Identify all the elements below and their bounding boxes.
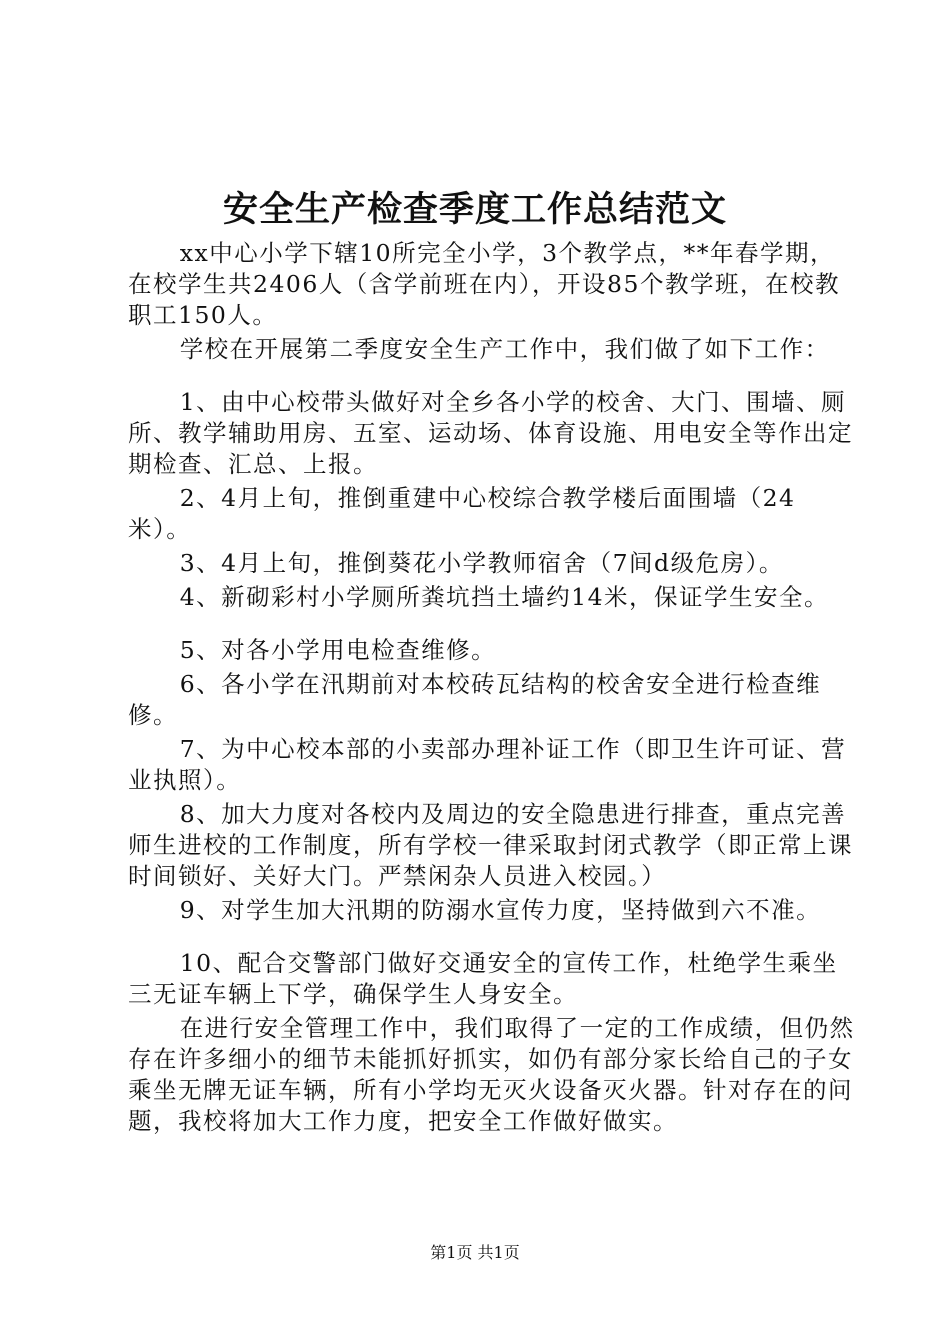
- paragraph-item-1: 1、由中心校带头做好对全乡各小学的校舍、大门、围墙、厕所、教学辅助用房、五室、运动场、体育设施、用电安全等作出定期检查、汇总、上报。: [128, 388, 853, 478]
- paragraph-item-6: 6、各小学在汛期前对本校砖瓦结构的校舍安全进行检查维修。: [128, 670, 822, 729]
- paragraph-conclusion: 在进行安全管理工作中，我们取得了一定的工作成绩，但仍然存在许多细小的细节未能抓好抓实，如仍有部分家长给自己的子女乘坐无牌无证车辆，所有小学均无灭火设备灭火器。针对存在的问题，我校将加大工作力度，把安全工作做好做实。: [128, 1014, 855, 1135]
- paragraph-item-3: 3、4月上旬，推倒葵花小学教师宿舍（7间d级危房）。: [179, 549, 784, 577]
- paragraph-item-5: 5、对各小学用电检查维修。: [179, 636, 497, 664]
- paragraph-item-4: 4、新砌彩村小学厕所粪坑挡土墙约14米，保证学生安全。: [179, 583, 830, 611]
- document-title: 安全生产检查季度工作总结范文: [222, 189, 727, 230]
- paragraph-item-8: 8、加大力度对各校内及周边的安全隐患进行排查，重点完善师生进校的工作制度，所有学校一律采取封闭式教学（即正常上课时间锁好、关好大门。严禁闲杂人员进入校园。）: [128, 800, 853, 890]
- page-number: 第1页 共1页: [430, 1243, 520, 1262]
- paragraph-intro: xx中心小学下辖10所完全小学，3个教学点，**年春学期，在校学生共2406人（含学前班在内），开设85个教学班，在校教职工150人。: [128, 239, 840, 329]
- paragraph-item-9: 9、对学生加大汛期的防溺水宣传力度，坚持做到六不准。: [179, 896, 822, 924]
- paragraph-lead: 学校在开展第二季度安全生产工作中，我们做了如下工作：: [179, 335, 830, 363]
- paragraph-item-7: 7、为中心校本部的小卖部办理补证工作（即卫生许可证、营业执照）。: [128, 735, 847, 794]
- paragraph-item-2: 2、4月上旬，推倒重建中心校综合教学楼后面围墙（24米）。: [128, 484, 796, 543]
- document-body: [128, 238, 858, 1137]
- paragraph-item-10: 10、配合交警部门做好交通安全的宣传工作，杜绝学生乘坐三无证车辆上下学，确保学生人身安全。: [128, 949, 838, 1008]
